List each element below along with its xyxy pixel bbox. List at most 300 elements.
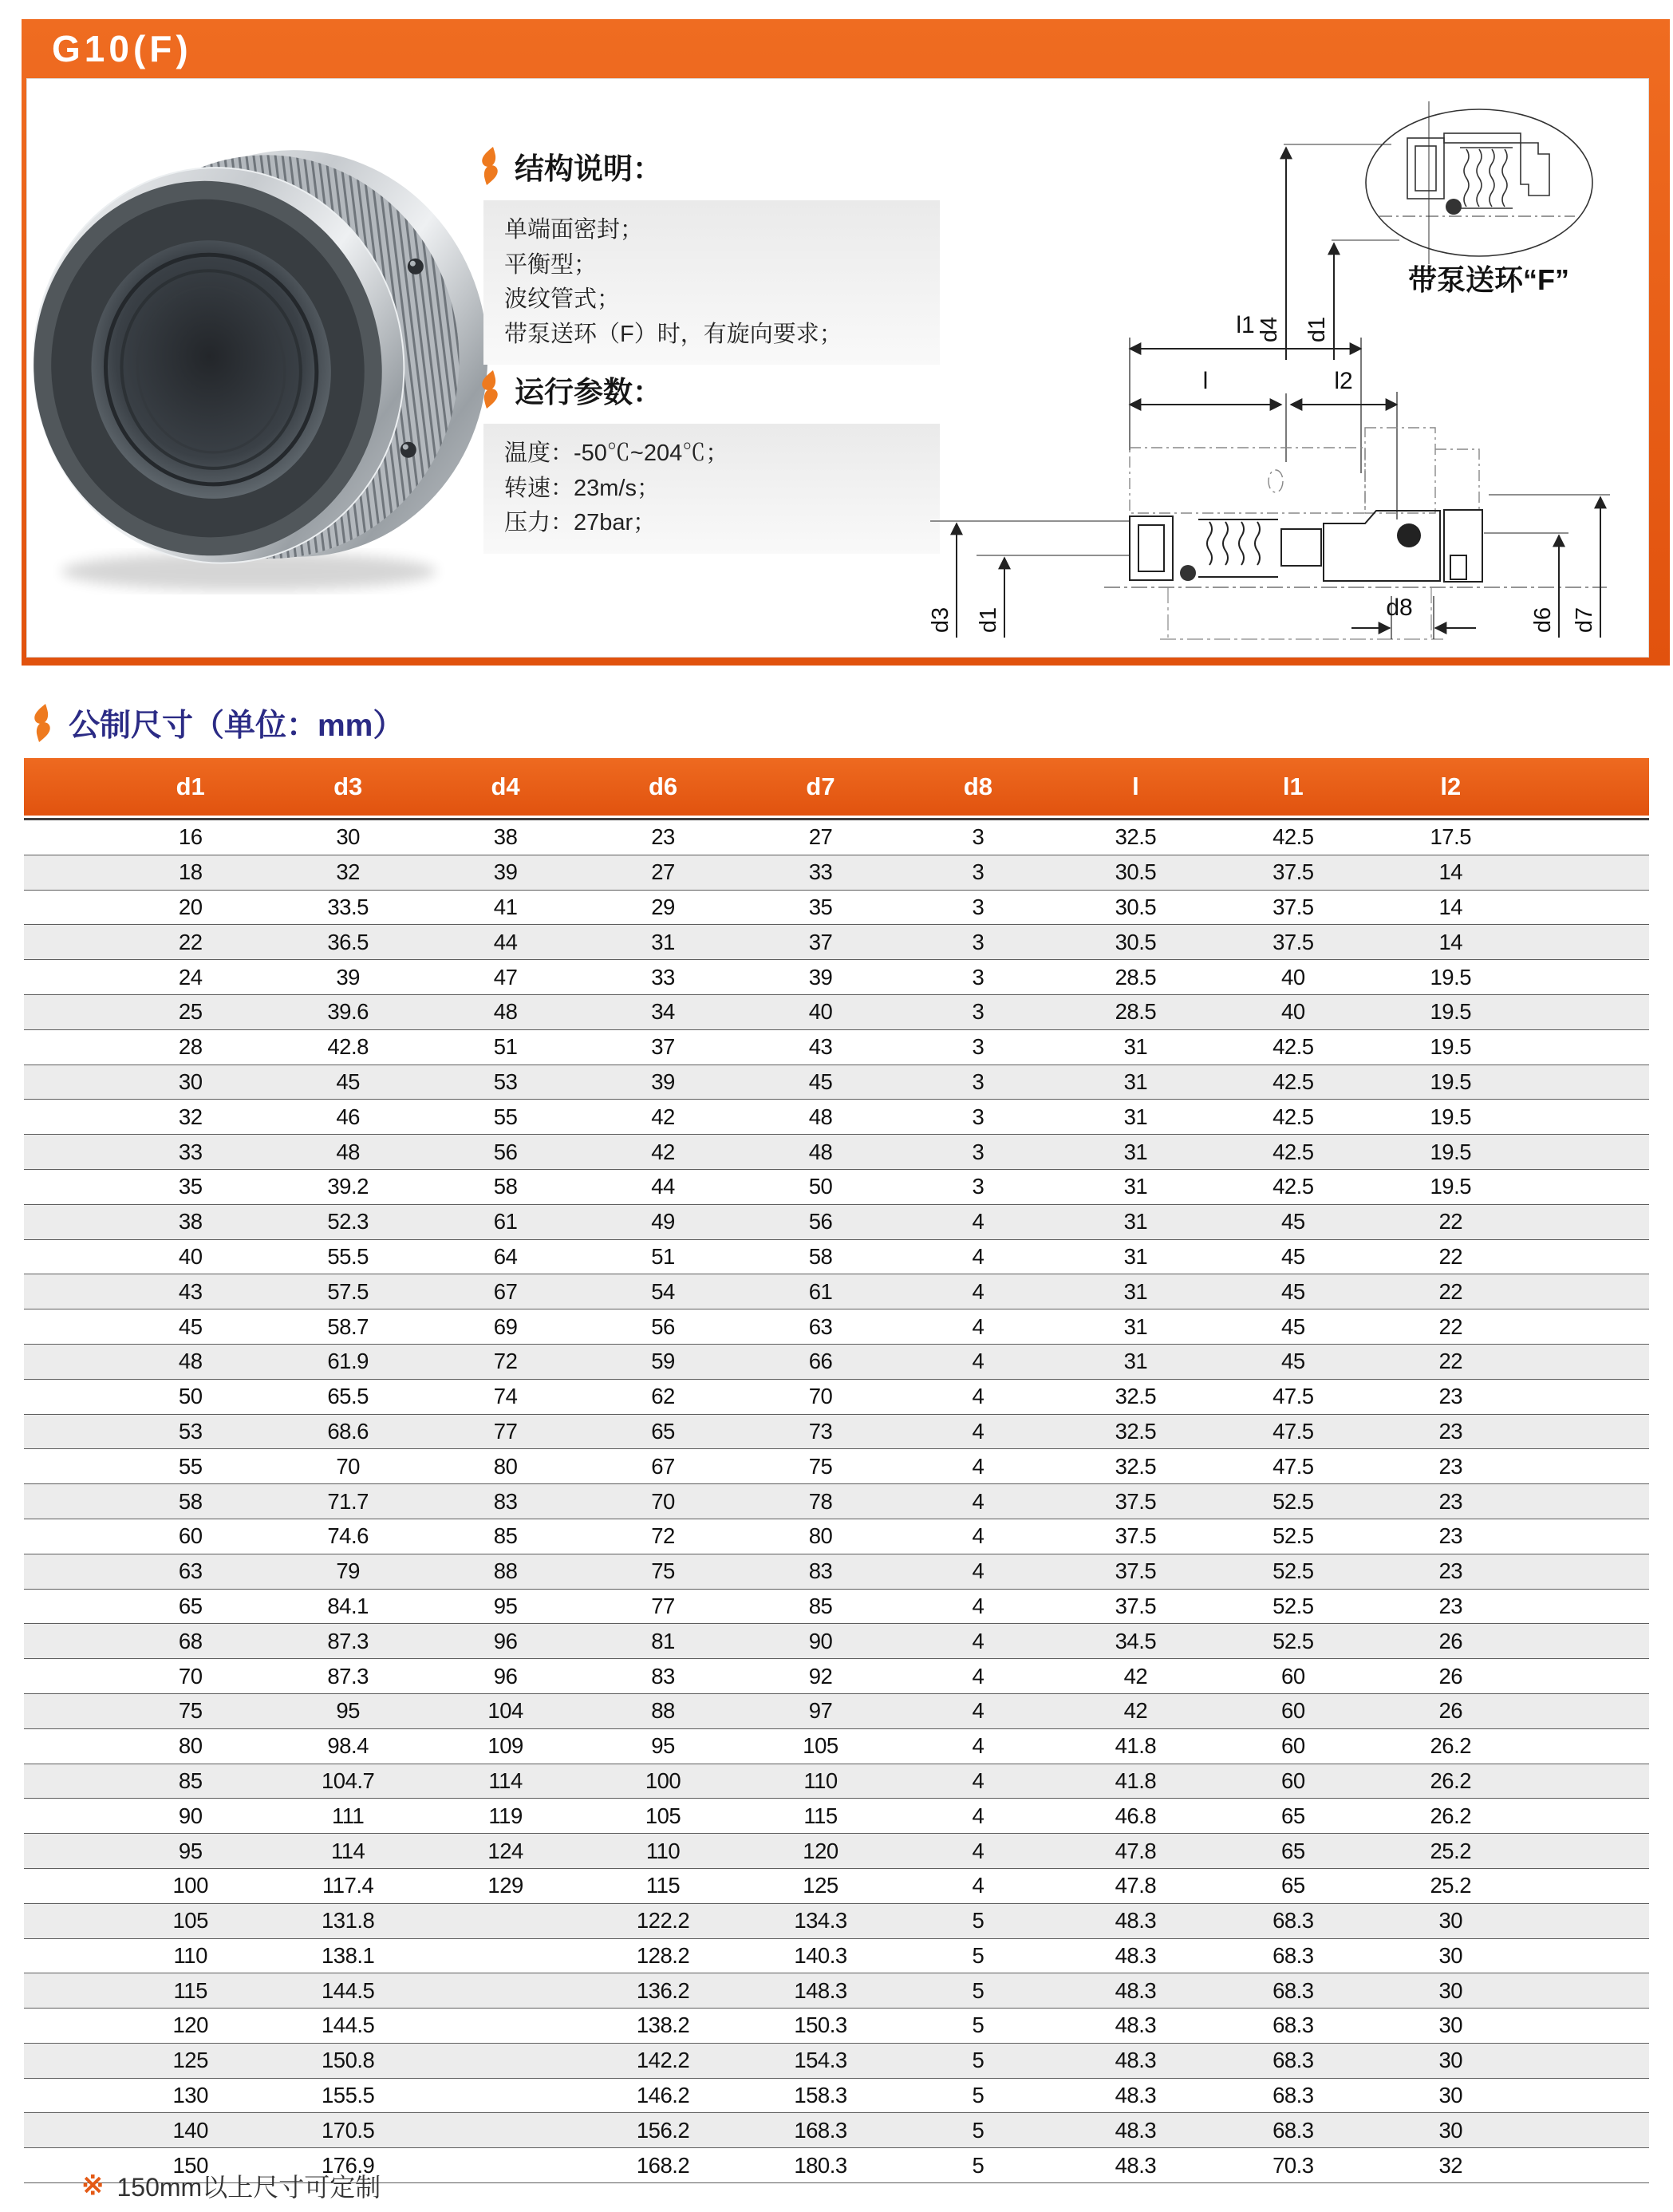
- table-cell: 124: [487, 1838, 523, 1863]
- table-cell: 24: [178, 964, 203, 989]
- dim-label-d6: d6: [1530, 606, 1556, 634]
- table-row: [24, 1345, 1649, 1380]
- table-cell: 47.5: [1273, 1418, 1314, 1444]
- table-cell: 55: [493, 1104, 518, 1129]
- spec-line: 压力：27bar；: [504, 510, 657, 535]
- table-cell: 5: [972, 2152, 984, 2178]
- table-cell: 57.5: [327, 1278, 369, 1304]
- table-cell: 41: [493, 894, 518, 919]
- dimension-table: [24, 758, 1649, 2183]
- table-cell: 87.3: [327, 1663, 369, 1689]
- table-row: [24, 1973, 1649, 2009]
- table-cell: 4: [972, 1803, 984, 1828]
- table-cell: 46: [336, 1104, 360, 1129]
- table-cell: 37.5: [1115, 1558, 1157, 1584]
- table-cell: 105: [645, 1803, 681, 1828]
- table-cell: 31: [1123, 1243, 1148, 1269]
- table-cell: 4: [972, 1523, 984, 1549]
- dim-label-d3: d3: [928, 606, 953, 634]
- table-cell: 32.5: [1115, 1384, 1157, 1409]
- table-cell: 31: [1123, 1209, 1148, 1234]
- table-cell: 39: [336, 964, 360, 989]
- table-cell: 47.8: [1115, 1873, 1157, 1898]
- table-cell: 26: [1438, 1663, 1463, 1689]
- table-cell: 32: [336, 859, 360, 885]
- table-cell: 41.8: [1115, 1733, 1157, 1759]
- table-cell: 35: [808, 894, 833, 919]
- table-cell: 61: [808, 1278, 833, 1304]
- table-cell: 48: [178, 1349, 203, 1374]
- table-cell: 36.5: [327, 929, 369, 954]
- table-cell: 42.5: [1273, 1139, 1314, 1164]
- table-cell: 25.2: [1430, 1838, 1472, 1863]
- table-cell: 30.5: [1115, 859, 1157, 885]
- table-cell: 26.2: [1430, 1803, 1472, 1828]
- table-cell: 120: [803, 1838, 838, 1863]
- table-cell: 79: [336, 1558, 360, 1584]
- table-cell: 66: [808, 1349, 833, 1374]
- table-cell: 138.1: [321, 1942, 375, 1968]
- table-cell: 70: [336, 1453, 360, 1479]
- table-cell: 19.5: [1430, 1034, 1472, 1060]
- table-cell: 42: [651, 1139, 675, 1164]
- structure-heading: [478, 144, 662, 188]
- table-cell: 63: [178, 1558, 203, 1584]
- table-cell: 52.5: [1273, 1628, 1314, 1653]
- table-cell: 74: [493, 1384, 518, 1409]
- table-cell: 45: [178, 1313, 203, 1339]
- table-cell: 32.5: [1115, 1418, 1157, 1444]
- table-cell: 42: [1123, 1698, 1148, 1724]
- table-cell: 31: [1123, 1174, 1148, 1199]
- table-cell: 81: [651, 1628, 675, 1653]
- column-header: d7: [806, 772, 835, 800]
- table-cell: 22: [178, 929, 203, 954]
- table-cell: 55: [178, 1453, 203, 1479]
- table-cell: 34: [651, 999, 675, 1025]
- table-cell: 47.8: [1115, 1838, 1157, 1863]
- table-cell: 18: [178, 859, 203, 885]
- table-cell: 42: [1123, 1663, 1148, 1689]
- table-cell: 31: [1123, 1139, 1148, 1164]
- table-cell: 31: [1123, 1034, 1148, 1060]
- table-cell: 43: [178, 1278, 203, 1304]
- table-cell: 38: [178, 1209, 203, 1234]
- table-cell: 68.6: [327, 1418, 369, 1444]
- dim-label-d1-lower: d1: [976, 606, 1001, 634]
- column-header: l2: [1440, 772, 1462, 800]
- table-cell: 90: [178, 1803, 203, 1828]
- table-cell: 45: [1281, 1209, 1305, 1234]
- table-row: [24, 1659, 1649, 1694]
- table-cell: 115: [645, 1873, 681, 1898]
- table-cell: 109: [487, 1733, 523, 1759]
- table-row: [24, 1554, 1649, 1590]
- table-cell: 78: [808, 1488, 833, 1514]
- table-cell: 150.8: [321, 2048, 375, 2073]
- column-header: l1: [1282, 772, 1304, 800]
- table-cell: 80: [493, 1453, 518, 1479]
- table-cell: 39: [493, 859, 518, 885]
- table-cell: 4: [972, 1628, 984, 1653]
- table-cell: 48.3: [1115, 1942, 1157, 1968]
- table-cell: 5: [972, 2083, 984, 2108]
- table-cell: 45: [1281, 1349, 1305, 1374]
- table-cell: 68: [178, 1628, 203, 1653]
- table-cell: 42: [651, 1104, 675, 1129]
- table-row: [24, 1519, 1649, 1554]
- table-cell: 111: [332, 1803, 365, 1828]
- table-cell: 87.3: [327, 1628, 369, 1653]
- table-cell: 168.3: [794, 2117, 847, 2143]
- flame-icon: [478, 146, 502, 186]
- spec-line: 单端面密封；: [504, 217, 644, 243]
- table-cell: 105: [172, 1908, 208, 1934]
- table-cell: 140: [172, 2117, 208, 2143]
- table-cell: 23: [1438, 1488, 1463, 1514]
- table-cell: 68.3: [1273, 2083, 1314, 2108]
- table-row: [24, 1834, 1649, 1869]
- table-cell: 92: [808, 1663, 833, 1689]
- table-row: [24, 1380, 1649, 1415]
- table-cell: 154.3: [794, 2048, 847, 2073]
- table-cell: 48: [336, 1139, 360, 1164]
- table-cell: 3: [972, 1139, 984, 1164]
- column-header: l: [1132, 772, 1139, 800]
- table-cell: 28: [178, 1034, 203, 1060]
- table-cell: 122.2: [636, 1908, 690, 1934]
- table-cell: 44: [651, 1174, 675, 1199]
- footnote-text: 150mm以上尺寸可定制: [116, 2173, 381, 2202]
- table-cell: 3: [972, 999, 984, 1025]
- table-cell: 69: [493, 1313, 518, 1339]
- table-cell: 5: [972, 1942, 984, 1968]
- table-cell: 22: [1438, 1243, 1463, 1269]
- table-cell: 70: [651, 1488, 675, 1514]
- table-cell: 65.5: [327, 1384, 369, 1409]
- table-row: [24, 1904, 1649, 1939]
- table-cell: 20: [178, 894, 203, 919]
- table-cell: 47.5: [1273, 1384, 1314, 1409]
- table-cell: 119: [488, 1803, 523, 1828]
- table-cell: 63: [808, 1313, 833, 1339]
- table-cell: 27: [808, 824, 833, 850]
- table-cell: 95: [651, 1733, 675, 1759]
- spec-line: 波纹管式；: [504, 286, 621, 312]
- table-cell: 29: [651, 894, 675, 919]
- table-cell: 14: [1438, 859, 1463, 885]
- table-cell: 51: [651, 1243, 675, 1269]
- table-cell: 28.5: [1115, 999, 1157, 1025]
- table-cell: 23: [1438, 1593, 1463, 1618]
- table-cell: 68.3: [1273, 1977, 1314, 2003]
- table-cell: 110: [173, 1942, 207, 1968]
- table-cell: 49: [651, 1209, 675, 1234]
- table-cell: 48.3: [1115, 1908, 1157, 1934]
- table-cell: 65: [1281, 1873, 1305, 1898]
- table-cell: 43: [808, 1034, 833, 1060]
- table-cell: 180.3: [794, 2152, 847, 2178]
- table-cell: 3: [972, 1104, 984, 1129]
- column-header: d6: [648, 772, 678, 800]
- table-cell: 4: [972, 1663, 984, 1689]
- table-cell: 30: [336, 824, 360, 850]
- table-cell: 72: [651, 1523, 675, 1549]
- table-cell: 68.3: [1273, 1908, 1314, 1934]
- table-cell: 52.5: [1273, 1593, 1314, 1618]
- table-cell: 170.5: [321, 2117, 375, 2143]
- table-cell: 48: [808, 1139, 833, 1164]
- table-cell: 48.3: [1115, 1977, 1157, 2003]
- table-cell: 22: [1438, 1349, 1463, 1374]
- table-cell: 26: [1438, 1698, 1463, 1724]
- table-cell: 114: [488, 1768, 523, 1793]
- table-cell: 68.3: [1273, 2013, 1314, 2038]
- table-row: [24, 1694, 1649, 1729]
- table-cell: 52.5: [1273, 1558, 1314, 1584]
- table-cell: 37.5: [1115, 1523, 1157, 1549]
- table-cell: 104.7: [321, 1768, 375, 1793]
- table-cell: 4: [972, 1488, 984, 1514]
- spec-line: 平衡型；: [504, 251, 598, 278]
- table-cell: 58.7: [327, 1313, 369, 1339]
- footnote-marker: ※: [81, 2171, 105, 2201]
- table-cell: 30: [1438, 2083, 1463, 2108]
- table-cell: 52.5: [1273, 1523, 1314, 1549]
- table-cell: 42.5: [1273, 1174, 1314, 1199]
- table-cell: 71.7: [327, 1488, 369, 1514]
- table-cell: 37.5: [1273, 929, 1314, 954]
- table-cell: 23: [1438, 1384, 1463, 1409]
- dimension-table-body: [24, 818, 1649, 2183]
- table-row: [24, 820, 1649, 855]
- table-row: [24, 1065, 1649, 1100]
- parameters-heading: [478, 368, 662, 411]
- table-cell: 45: [336, 1068, 360, 1094]
- table-cell: 4: [972, 1243, 984, 1269]
- table-cell: 97: [808, 1698, 833, 1724]
- spec-line: 温度：-50℃~204℃；: [504, 440, 729, 466]
- table-cell: 83: [808, 1558, 833, 1584]
- dim-label-d8: d8: [1386, 594, 1413, 621]
- table-cell: 53: [493, 1068, 518, 1094]
- table-cell: 45: [1281, 1278, 1305, 1304]
- table-cell: 32: [1438, 2152, 1463, 2178]
- table-cell: 35: [178, 1174, 203, 1199]
- table-cell: 19.5: [1430, 1174, 1472, 1199]
- table-cell: 130: [172, 2083, 208, 2108]
- table-cell: 3: [972, 964, 984, 989]
- dim-label-l2: l2: [1334, 368, 1353, 394]
- column-header: d4: [491, 772, 520, 800]
- table-cell: 17.5: [1430, 824, 1472, 850]
- table-cell: 31: [651, 929, 675, 954]
- table-cell: 104: [487, 1698, 523, 1724]
- table-cell: 117.4: [322, 1873, 374, 1898]
- table-cell: 44: [493, 929, 518, 954]
- table-cell: 3: [972, 929, 984, 954]
- table-cell: 85: [808, 1593, 833, 1618]
- table-cell: 120: [172, 2013, 208, 2038]
- table-cell: 32: [178, 1104, 203, 1129]
- table-cell: 128.2: [636, 1942, 690, 1968]
- table-cell: 45: [808, 1068, 833, 1094]
- table-cell: 23: [651, 824, 675, 850]
- table-cell: 60: [1281, 1768, 1305, 1793]
- table-cell: 144.5: [321, 1977, 375, 2003]
- table-cell: 150.3: [794, 2013, 847, 2038]
- table-cell: 125: [172, 2048, 208, 2073]
- table-cell: 30: [178, 1068, 203, 1094]
- table-row: [24, 1939, 1649, 1974]
- table-row: [24, 1309, 1649, 1345]
- table-cell: 5: [972, 2013, 984, 2038]
- table-cell: 115: [803, 1803, 838, 1828]
- table-cell: 4: [972, 1873, 984, 1898]
- table-cell: 68.3: [1273, 1942, 1314, 1968]
- table-row: [24, 1624, 1649, 1659]
- table-cell: 26.2: [1430, 1733, 1472, 1759]
- structure-heading-text: 结构说明：: [515, 152, 662, 185]
- table-row: [24, 1764, 1649, 1799]
- table-cell: 95: [178, 1838, 203, 1863]
- table-cell: 4: [972, 1838, 984, 1863]
- table-cell: 19.5: [1430, 964, 1472, 989]
- table-row: [24, 891, 1649, 926]
- table-cell: 83: [651, 1663, 675, 1689]
- table-row: [24, 2113, 1649, 2148]
- table-cell: 65: [1281, 1803, 1305, 1828]
- table-cell: 60: [1281, 1663, 1305, 1689]
- dim-extension-lines: [1130, 338, 1397, 519]
- table-cell: 4: [972, 1698, 984, 1724]
- table-cell: 4: [972, 1384, 984, 1409]
- table-cell: 3: [972, 859, 984, 885]
- table-row: [24, 2044, 1649, 2079]
- column-header: d8: [963, 772, 993, 800]
- table-cell: 72: [493, 1349, 518, 1374]
- table-cell: 114: [330, 1838, 365, 1863]
- table-row: [24, 1869, 1649, 1904]
- spec-line: 带泵送环（F）时，有旋向要求；: [504, 321, 842, 347]
- page-title: G10(F): [52, 28, 192, 69]
- table-cell: 95: [493, 1593, 518, 1618]
- table-cell: 33: [808, 859, 833, 885]
- table-cell: 60: [178, 1523, 203, 1549]
- table-cell: 33: [651, 964, 675, 989]
- table-cell: 110: [803, 1768, 838, 1793]
- table-cell: 75: [808, 1453, 833, 1479]
- table-cell: 39.2: [327, 1174, 369, 1199]
- table-cell: 4: [972, 1278, 984, 1304]
- table-cell: 48.3: [1115, 2152, 1157, 2178]
- table-cell: 40: [1281, 964, 1305, 989]
- table-cell: 28.5: [1115, 964, 1157, 989]
- table-cell: 64: [493, 1243, 518, 1269]
- dim-lines: [1130, 349, 1397, 405]
- table-cell: 60: [1281, 1733, 1305, 1759]
- table-cell: 90: [808, 1628, 833, 1653]
- table-row: [24, 1170, 1649, 1205]
- table-row: [24, 995, 1649, 1030]
- table-row: [24, 1100, 1649, 1135]
- table-cell: 48: [493, 999, 518, 1025]
- table-cell: 176.9: [321, 2152, 375, 2178]
- table-cell: 142.2: [636, 2048, 690, 2073]
- table-cell: 3: [972, 1034, 984, 1060]
- table-row: [24, 1030, 1649, 1065]
- table-cell: 40: [178, 1243, 203, 1269]
- table-cell: 30: [1438, 1977, 1463, 2003]
- table-cell: 48: [808, 1104, 833, 1129]
- table-cell: 30.5: [1115, 929, 1157, 954]
- table-row: [24, 960, 1649, 995]
- table-row: [24, 1484, 1649, 1519]
- table-row: [24, 855, 1649, 891]
- top-panel: [26, 78, 1649, 658]
- table-cell: 31: [1123, 1104, 1148, 1129]
- table-cell: 75: [178, 1698, 203, 1724]
- table-cell: 4: [972, 1593, 984, 1618]
- table-title: 公制尺寸（单位：mm）: [69, 709, 404, 743]
- table-row: [24, 1729, 1649, 1764]
- table-cell: 22: [1438, 1209, 1463, 1234]
- table-cell: 70.3: [1273, 2152, 1314, 2178]
- table-cell: 3: [972, 894, 984, 919]
- table-cell: 60: [1281, 1698, 1305, 1724]
- table-row: [24, 1135, 1649, 1170]
- table-cell: 42.8: [327, 1034, 369, 1060]
- table-cell: 98.4: [327, 1733, 369, 1759]
- table-cell: 50: [178, 1384, 203, 1409]
- table-cell: 80: [178, 1733, 203, 1759]
- top-frame: [22, 19, 1670, 666]
- table-row: [24, 2079, 1649, 2114]
- table-cell: 54: [651, 1278, 675, 1304]
- dim-label-l1: l1: [1236, 312, 1255, 338]
- table-cell: 53: [178, 1418, 203, 1444]
- table-cell: 73: [808, 1418, 833, 1444]
- table-cell: 34.5: [1115, 1628, 1157, 1653]
- table-cell: 74.6: [327, 1523, 369, 1549]
- pumping-ring-callout: 带泵送环“F”: [1408, 263, 1569, 296]
- table-cell: 146.2: [636, 2083, 690, 2108]
- table-cell: 4: [972, 1453, 984, 1479]
- table-cell: 84.1: [327, 1593, 369, 1618]
- table-cell: 30: [1438, 2117, 1463, 2143]
- table-cell: 125: [803, 1873, 838, 1898]
- table-cell: 5: [972, 1977, 984, 2003]
- seal-ring-image: [34, 128, 496, 588]
- table-cell: 95: [336, 1698, 360, 1724]
- table-cell: 32.5: [1115, 1453, 1157, 1479]
- table-cell: 115: [173, 1977, 207, 2003]
- table-cell: 4: [972, 1209, 984, 1234]
- parameters-heading-text: 运行参数：: [515, 376, 662, 409]
- structure-notes: [483, 200, 940, 365]
- table-cell: 39.6: [327, 999, 369, 1025]
- table-cell: 23: [1438, 1558, 1463, 1584]
- table-cell: 70: [178, 1663, 203, 1689]
- table-cell: 83: [493, 1488, 518, 1514]
- table-cell: 96: [493, 1663, 518, 1689]
- table-cell: 155.5: [321, 2083, 375, 2108]
- table-cell: 88: [493, 1558, 518, 1584]
- table-cell: 134.3: [794, 1908, 847, 1934]
- parameters-notes: [483, 424, 940, 554]
- table-cell: 4: [972, 1733, 984, 1759]
- table-cell: 75: [651, 1558, 675, 1584]
